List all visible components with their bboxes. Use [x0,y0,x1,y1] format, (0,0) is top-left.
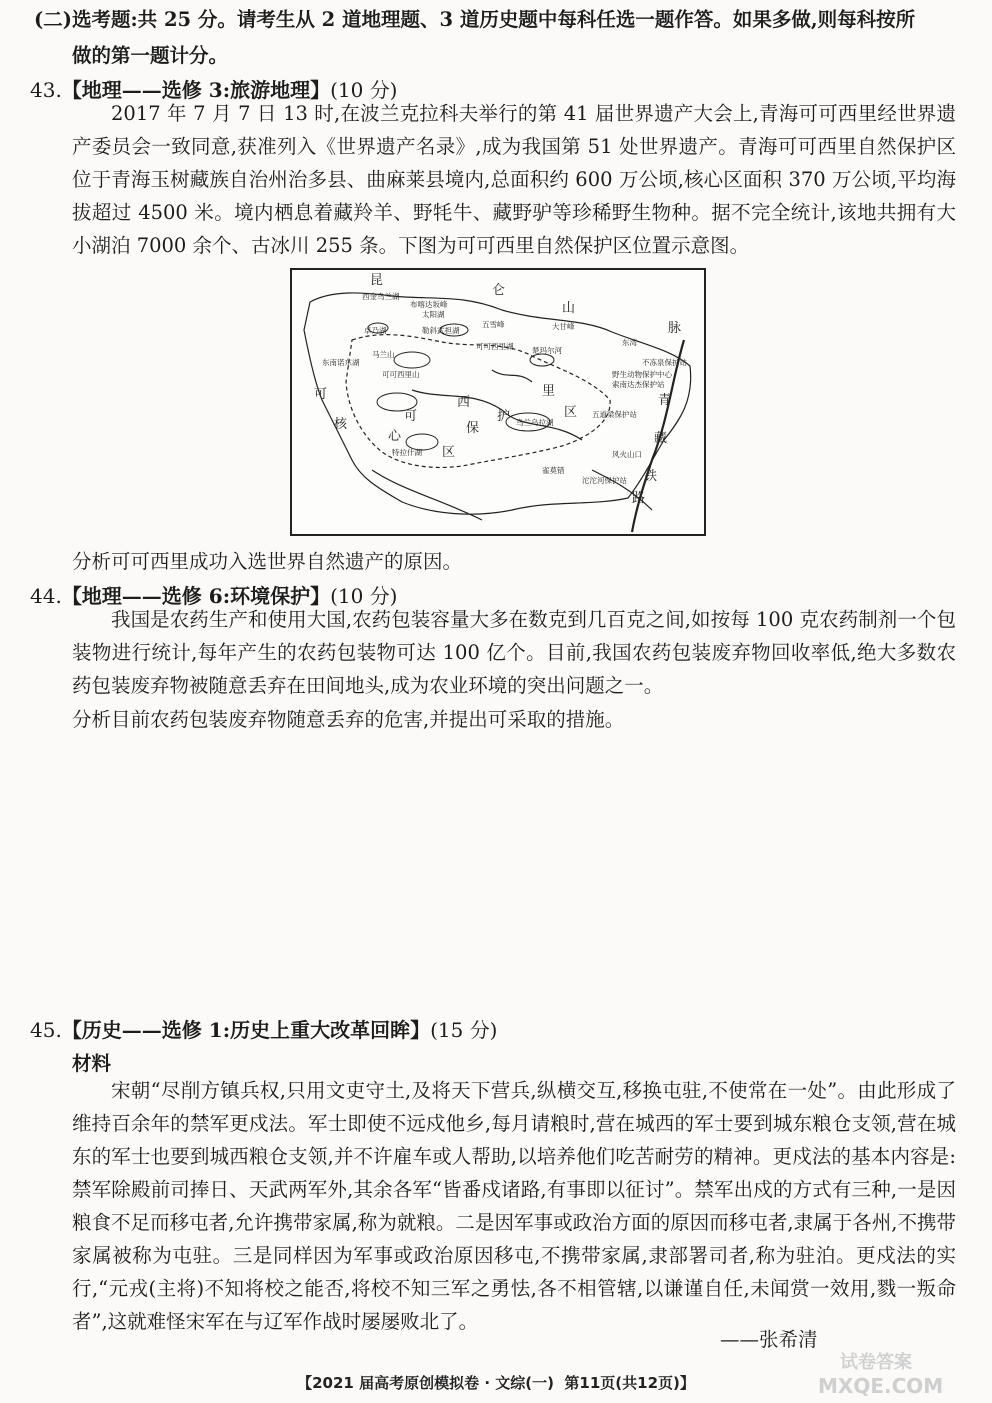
map-big-label-qu2: 区 [564,405,578,420]
map-big-label-zang: 藏 [654,431,668,446]
q43-paragraph: 2017 年 7 月 7 日 13 时,在波兰克拉科夫举行的第 41 届世界遗产大会上,青海可可西里经世界遗产委员会一致同意,获准列入《世界遗产名录》,成为我国第 51 处世界遗产。青海可可西里自然保护区位于青海玉树藏族自治州治多县、曲麻莱县境内,总面积约 600 万公顷,核心区面积 370 万公顷,平均海拔超过 4500 米。境内栖息着藏羚羊、野牦牛、藏野驴等珍稀野生物种。据不完全统计,该地共拥有大小湖泊 7000 余个、古冰川 255 条。下图为可可西里自然保护区位置示意图。 [72,102,956,257]
q45-material-label: 材料 [72,1052,112,1075]
q44-number: 44. [30,584,62,608]
map-big-label-shan: 山 [562,301,576,316]
map-label-budongquan: 不冻泉保护站 [642,358,687,367]
river-4 [492,370,532,382]
watermark-line1: 试卷答案 [840,1352,912,1373]
section-instruction-line2: 做的第一题计分。 [72,44,229,67]
map-big-label-lun: 仑 [492,283,506,298]
map-big-label-qu1: 区 [442,445,456,460]
footer-page: 第11页(共12页)】 [564,1374,695,1392]
map-label-kekexili-mtn: 可可西里山 [382,370,420,379]
map-label-zhuonai: 卓乃湖 [364,326,387,335]
map-big-label-kun: 昆 [370,273,384,288]
map-label-fenghuo: 风火山口 [612,450,642,459]
q43-score: (10 分) [330,78,398,102]
q44-score: (10 分) [330,584,398,608]
map-label-wildlife-center: 野生动物保护中心 [612,370,672,379]
map-big-label-hu: 护 [497,409,511,424]
map-big-label-li: 里 [542,384,556,399]
map-label-quemo: 雀莫错 [542,466,565,475]
map-label-suonandajie: 索南达杰保护站 [612,380,665,389]
map-big-label-ke1: 可 [314,387,328,402]
keke-xili-map [290,268,706,536]
map-big-label-bao: 保 [466,421,480,436]
map-big-label-lu: 路 [632,491,646,506]
map-label-bukadaban: 布喀达坂峰 [410,300,448,309]
river-2 [372,470,482,520]
map-label-chumaer: 楚玛尔河 [532,346,562,355]
q44-paragraph: 我国是农药生产和使用大国,农药包装容量大多在数克到几百克之间,如按每 100 克农药制剂一个包装物进行统计,每年产生的农药包装物可达 100 亿个。目前,我国农药包装废弃物回收率低,绝大多数农药包装废弃物被随意丢弃在田间地头,成为农业环境的突出问题之一。 [72,608,956,697]
map-label-taiyang: 太阳湖 [422,310,445,319]
map-label-wudaoliang: 五道梁保护站 [592,410,637,419]
lake-1 [394,352,430,368]
q45-heading [30,1016,498,1044]
map-label-xijin: 西金乌兰湖 [362,292,400,301]
q43-title: 【地理——选修 3:旅游地理】 [61,78,331,102]
map-big-label-he: 核 [334,417,348,432]
map-label-telashi: 特拉什湖 [392,448,422,457]
map-label-tuotuohe: 沱沱河保护站 [582,476,627,485]
q45-number: 45. [30,1018,62,1042]
map-big-label-qing: 青 [658,393,672,408]
q45-title: 【历史——选修 1:历史上重大改革回眸】 [61,1018,431,1042]
q45-score: (15 分) [430,1018,498,1042]
map-label-dongwan: 东湾 [622,338,637,347]
map-label-lexiewudan: 勒斜武担湖 [422,326,460,335]
map-big-label-xi: 西 [457,395,471,410]
map-label-wuxue: 五雪峰 [482,320,505,329]
map-label-kekexili-lake: 可可西里湖 [476,342,514,351]
map-big-label-mai: 脉 [668,321,682,336]
q45-paragraph: 宋朝“尽削方镇兵权,只用文吏守土,及将天下营兵,纵横交互,移换屯驻,不使常在一处”。由此形成了维持百余年的禁军更戍法。军士即使不远戍他乡,每月请粮时,营在城西的军士要到城东粮仓支领,营在城东的军士也要到城西粮仓支领,并不许雇车或人帮助,以培养他们吃苦耐劳的精神。更戍法的基本内容是:禁军除殿前司捧日、天武两军外,其余各军“皆番戍诸路,有事即以征讨”。禁军出戍的方式有三种,一是因粮食不足而移屯者,允许携带家属,称为就粮。二是因军事或政治方面的原因而移屯者,隶属于各州,不携带家属被称为屯驻。三是同样因为军事或政治原因移屯,不携带家属,隶部署司者,称为驻泊。更戍法的实行,“元戎(主将)不知将校之能否,将校不知三军之勇怯,各不相管辖,以谦谨自任,未闻赏一效用,戮一叛命者”,这就难怪宋军在与辽军作战时屡屡败北了。 [72,1079,956,1333]
q45-source: ——张希清 [720,1328,818,1351]
map-label-malan: 马兰山 [372,350,395,359]
map-big-label-tie: 铁 [644,469,658,484]
footer-exam: 【2021 届高考原创模拟卷 · 文综(一) [297,1374,554,1392]
map-label-dongnan: 东南诺东湖 [322,358,360,367]
lake-6 [530,354,554,366]
section-instruction-line1: (二)选考题:共 25 分。请考生从 2 道地理题、3 道历史题中每科任选一题作答。如果多做,则每科按所 [34,8,916,31]
q44-title: 【地理——选修 6:环境保护】 [61,584,331,608]
watermark-line2: MXQE.COM [818,1374,944,1398]
q43-question: 分析可可西里成功入选世界自然遗产的原因。 [72,550,463,573]
q43-number: 43. [30,78,62,102]
map-big-label-ke2: 可 [404,409,418,424]
map-big-label-xin: 心 [388,429,402,444]
q44-question: 分析目前农药包装废弃物随意丢弃的危害,并提出可采取的措施。 [72,708,625,731]
map-label-wulanwula: 乌兰乌拉湖 [516,418,554,427]
map-label-dagan: 大甘峰 [552,322,575,331]
